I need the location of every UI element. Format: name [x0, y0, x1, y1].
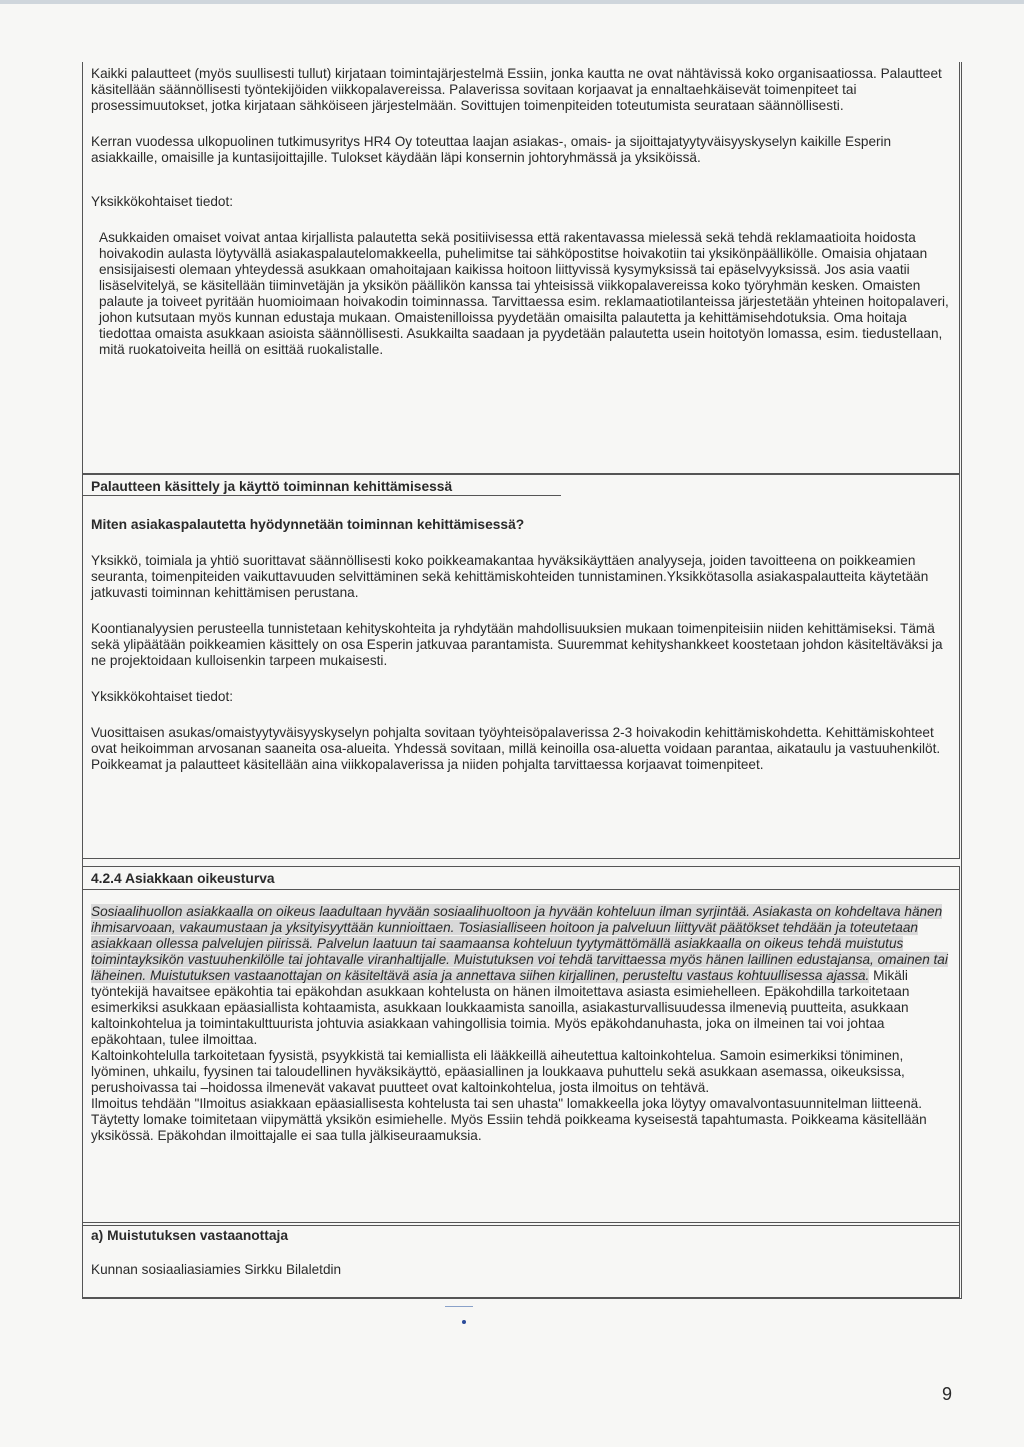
annual-survey-paragraph: Kerran vuodessa ulkopuolinen tutkimusyritys HR4 Oy toteuttaa laajan asiakas-, omais- ja sijoittajatyytyväisyyskyselyn kaikille Esperin asiakkaille, omaisille ja kuntasijoittajille. Tulokset käydään läpi konsernin johtoryhmässä ja yksiköissä. [91, 134, 892, 165]
complaint-recipient-title: a) Muistutuksen vastaanottaja [91, 1228, 289, 1243]
feedback-usage-section [82, 474, 960, 859]
highlighted-passage: Sosiaalihuollon asiakkaalla on oikeus laadultaan hyvään sosiaalihuoltoon ja hyvään kohteluun ilman syrjintää. Asiakasta on kohdeltava hänen ihmisarvoaan, vakaumustaan ja yksityisyyttään kunnioittaen. Tosiasialliseen hoitoon ja palveluun liittyvät päätökset tehdään ja toteutetaan asiakkaan ollessa palvelujen piirissä. Palvelun laatuun tai saamaansa kohteluun tyytymättömällä asiakkaalla on oikeus tehdä muistutus toimintayksikön vastuuhenkilölle tai johtavalle viranhaltijalle. Muistutuksen voi tehdä tarvittaessa myös hänen laillinen edustajansa, omainen tai läheinen. Muistutuksen vastaanottajan on käsiteltävä asia ja annettava siihen kirjallinen, perusteltu vastaus kohtuullisessa ajassa. [91, 904, 948, 983]
feedback-usage-title-cell [83, 478, 561, 496]
scan-mark-dot [462, 1320, 466, 1324]
scan-top-edge [0, 0, 1024, 4]
scan-mark-line [445, 1306, 473, 1307]
complaint-recipient-section [82, 1222, 960, 1298]
feedback-usage-question: Miten asiakaspalautetta hyödynnetään toiminnan kehittämisessä? [91, 517, 525, 532]
legal-protection-section [82, 866, 960, 1226]
grievance-reporting-text: Mikäli työntekijä havaitsee epäkohtia tai epäkohdan asukkaan kohtelusta on hänen ilmoitettava asiasta esimiehelleen. Epäkohdilla tarkoitetaan esimerkiksi asukkaan epäasiallista kohtaamista, asukkaan loukkaamista sanoilla, asiakasturvallisuudessa ilmenevią puutteita, asukkaan kaltoinkohtelua ja toimintakulttuurista johtuvia asiakkaan vahingollisia toimia. Myös epäkohdanuhasta, joka on ilmeinen tai voi johtaa epäkohtaan, tulee ilmoittaa. [91, 968, 910, 1047]
feedback-collection-section [82, 62, 960, 474]
unit-feedback-paragraph: Asukkaiden omaiset voivat antaa kirjallista palautetta sekä positiivisessa että rakentavassa mielessä sekä tehdä reklamaatioita hoidosta hoivakodin aulasta löytyvällä asiakaspalautelomakkeella, puhelimitse tai sähköpostitse hoivakotiin tai yksikönpäällikölle. Omaisia ohjataan ensisijaisesti olemaan yhteydessä asukkaan omahoitajaan kaikissa hoitoon liittyvissä kysymyksissä tai epäselvyyksissä. Jos asia vaatii lisäselvitelyä, se käsitellään tiiminvetäjän ja yksikön päällikön kanssa tai yhteisissä viikkopalavereissa koko työryhmän kesken. Omaisten palaute ja toiveet pyritään huomioimaan hoivakodin toiminnassa. Tarvittaessa esim. reklamaatiotilanteissa järjestetään yhteinen hoitopalaveri, johon kutsutaan myös kunnan edustaja mukaan. Omaistenilloissa pyydetään omaisilta palautetta ja kehittämisehdotuksia. Oma hoitaja tiedottaa omaista asukkaan asioista säännöllisesti. Asukkailta saadaan ja pyydetään palautetta usein hoitotyön lomassa, esim. tiedustellaan, mitä ruokatoiveita heillä on esittää ruokalistalle. [99, 230, 949, 357]
unit-development-paragraph: Vuosittaisen asukas/omaistyytyväisyyskyselyn pohjalta sovitaan työyhteisöpalaverissa 2-3 hoivakodin kehittämiskohdetta. Kehittämiskohteet ovat heikoimman arvosanan saaneita osa-alueita. Yhdessä sovitaan, millä keinoilla osa-aluetta voidaan parantaa, aikataulu ja vastuuhenkilöt. Poikkeamat ja palautteet käsitellään aina viikkopalaverissa ja niiden pohjalta tarvittaessa korjaavat toimenpiteet. [91, 725, 941, 772]
legal-protection-title: 4.2.4 Asiakkaan oikeusturva [91, 871, 275, 886]
feedback-recording-paragraph: Kaikki palautteet (myös suullisesti tullut) kirjataan toimintajärjestelmä Essiin, jonka kautta ne ovat nähtävissä koko organisaatiossa. Palautteet käsitellään säännöllisesti työntekijöiden viikkopalavereissa. Palaverissa sovitaan korjaavat ja ennaltaehkäisevät toimenpiteet tai prosessimuutokset, jotka kirjataan sähköiseen järjestelmään. Sovittujen toimenpiteiden toteutumista seurataan säännöllisesti. [91, 66, 942, 113]
feedback-usage-title: Palautteen käsittely ja käyttö toiminnan kehittämisessä [91, 479, 453, 494]
legal-protection-title-cell [83, 870, 959, 890]
unit-specific-label-2: Yksikkökohtaiset tiedot: [91, 689, 234, 704]
complaint-recipient-value: Kunnan sosiaaliasiamies Sirkku Bilaletdin [91, 1262, 342, 1277]
development-paragraph: Koontianalyysien perusteella tunnistetaan kehityskohteita ja ryhdytään mahdollisuuksien mukaan toimenpiteisiin niiden kehittämiseksi. Tämä sekä ylipäätään poikkeamien käsittely on osa Esperin jatkuvaa parantamista. Suuremmat kehityshankkeet koostetaan johdon käsiteltäväksi ja ne projektoidaan kulloisenkin tarpeen mukaisesti. [91, 621, 943, 668]
unit-specific-label: Yksikkökohtaiset tiedot: [91, 194, 234, 209]
page-number: 9 [942, 1384, 953, 1404]
mistreatment-definition-paragraph: Kaltoinkohtelulla tarkoitetaan fyysistä, psyykkistä tai kemiallista eli lääkkeillä aiheutettua kaltoinkohtelua. Samoin esimerkiksi töniminen, lyöminen, uhkailu, fyysinen tai taloudellinen hyväksikäyttö, epäasiallinen ja loukkaava puhuttelu sekä asukkaan asemassa, oikeuksissa, perushoivassa tai –hoidossa ilmenevät vakavat puutteet ovat kaltoinkohtelua, josta ilmoitus on tehtävä. [91, 1048, 905, 1095]
report-form-paragraph: Ilmoitus tehdään "Ilmoitus asiakkaan epäasiallisesta kohtelusta tai sen uhasta" lomakkeella joka löytyy omavalvontasuunnitelman liitteenä. Täytetty lomake toimitetaan viipymättä yksikön esimiehelle. Myös Essiin tehdä poikkeama kyseisestä tapahtumasta. Poikkeama käsitellään yksikössä. Epäkohdan ilmoittajalle ei saa tulla jälkiseuraamuksia. [91, 1096, 927, 1143]
analysis-paragraph: Yksikkö, toimiala ja yhtiö suorittavat säännöllisesti koko poikkeamakantaa hyväksikäyttäen analyyseja, joiden tavoitteena on poikkeamien seuranta, toimenpiteiden vaikuttavuuden selvittäminen sekä kehittämiskohteiden tunnistaminen.Yksikkötasolla asiakaspalautteita käytetään jatkuvasti toiminnan kehittämisen perustana. [91, 553, 929, 600]
legal-protection-paragraph [91, 904, 949, 1048]
